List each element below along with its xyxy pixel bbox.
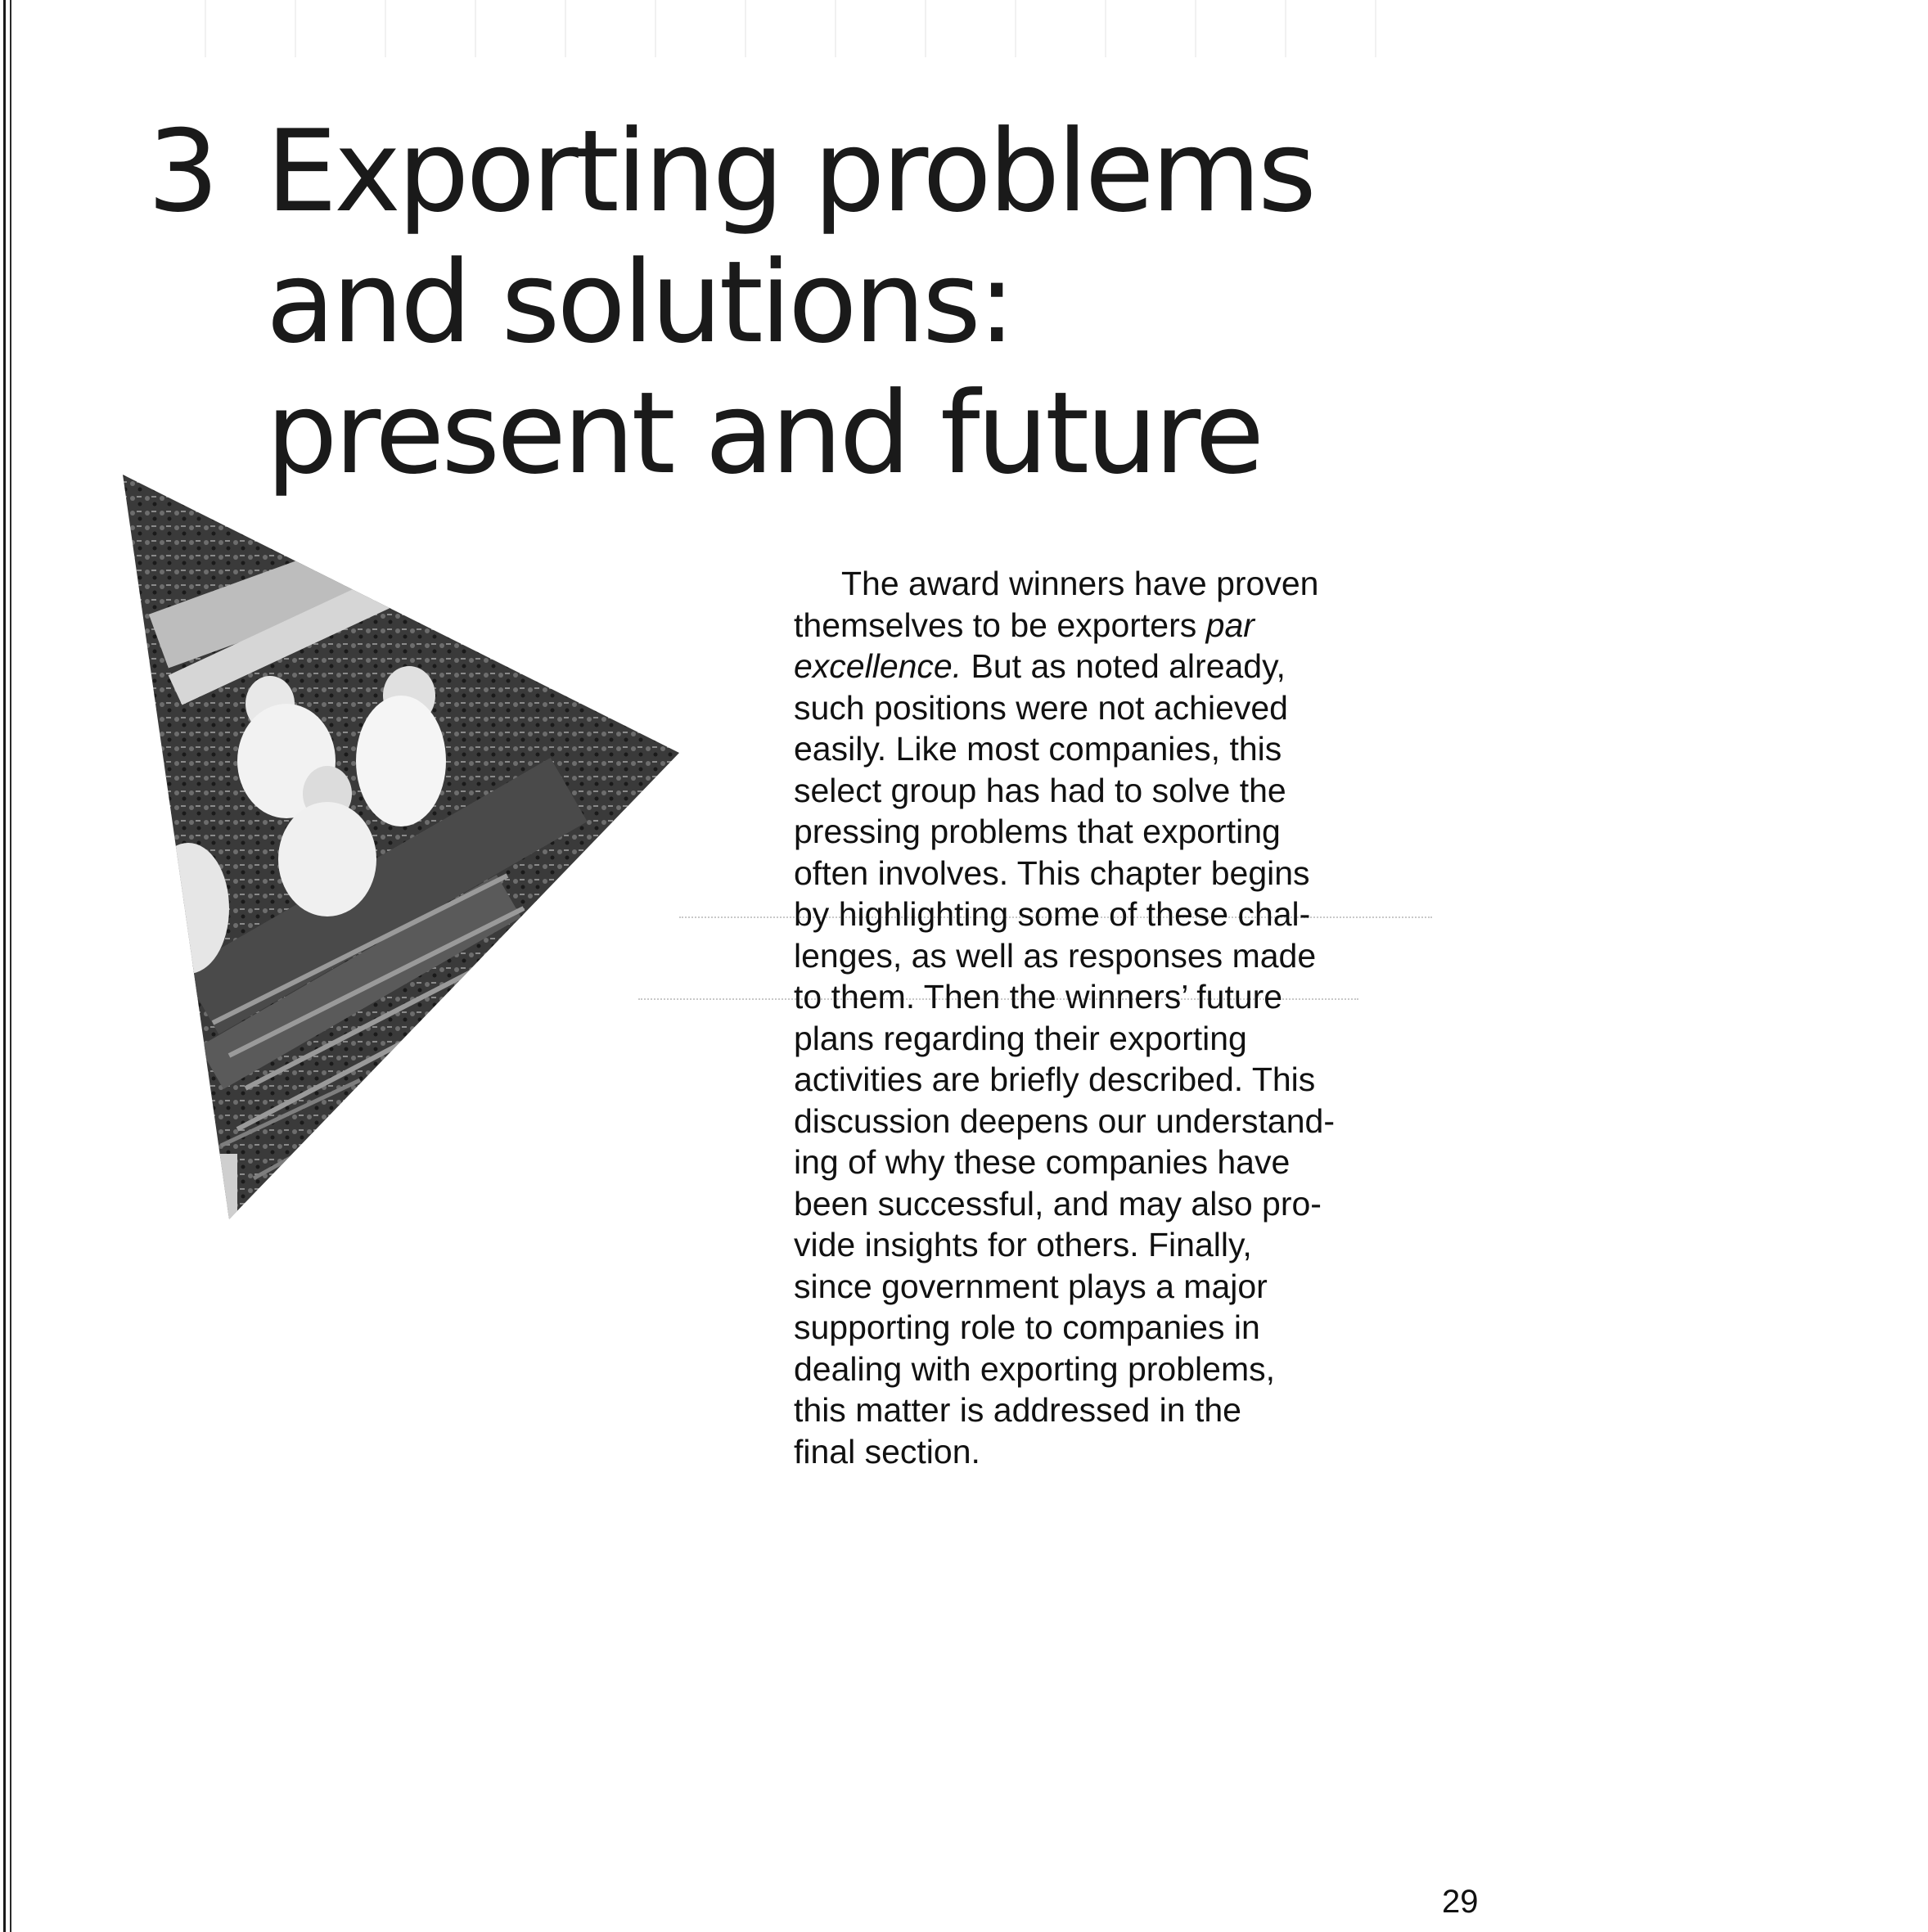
page-number: 29 [1442, 1884, 1479, 1920]
chapter-number: 3 [147, 106, 216, 237]
binding-edge [3, 0, 11, 1932]
body-line: vide insights for others. Finally, [794, 1226, 1252, 1263]
body-line: final section. [794, 1432, 980, 1470]
body-line: dealing with exporting problems, [794, 1349, 1275, 1388]
body-line-text: themselves to be exporters [794, 606, 1206, 644]
body-line: activities are briefly described. This [794, 1061, 1316, 1098]
body-line: ing of why these companies have [794, 1143, 1291, 1181]
body-line: been successful, and may also pro- [794, 1184, 1322, 1223]
body-line: easily. Like most companies, this [794, 730, 1282, 768]
body-line [794, 646, 1416, 687]
chapter-title [147, 106, 1313, 499]
body-line: pressing problems that exporting [794, 813, 1281, 850]
chapter-title-line-3: present and future [266, 367, 1262, 499]
body-line-text: But as noted already, [962, 647, 1286, 685]
chapter-intro-paragraph [794, 563, 1416, 1472]
italic-phrase: par [1205, 606, 1255, 644]
body-line: plans regarding their exporting [794, 1019, 1247, 1057]
italic-phrase: excellence. [794, 647, 962, 685]
chapter-title-text-1: Exporting problems [266, 106, 1313, 237]
body-line: to them. Then the winners’ future [794, 978, 1283, 1016]
body-line: this matter is addressed in the [794, 1391, 1241, 1429]
photo-content [115, 450, 687, 1227]
body-line: by highlighting some of these chal- [794, 895, 1311, 933]
body-line: discussion deepens our understand- [794, 1101, 1335, 1140]
body-line: supporting role to companies in [794, 1308, 1260, 1346]
scan-artifact-top [147, 0, 1424, 57]
chapter-title-line-2: and solutions: [266, 236, 1013, 368]
body-line: such positions were not achieved [794, 688, 1288, 727]
body-line [794, 605, 1416, 646]
chapter-title-line-1 [147, 106, 1313, 237]
triangle-photo [115, 450, 687, 1227]
body-line: since government plays a major [794, 1267, 1268, 1305]
body-line: lenges, as well as responses made [794, 936, 1317, 975]
body-line: The award winners have proven [841, 565, 1319, 602]
body-line: select group has had to solve the [794, 771, 1286, 809]
body-line: often involves. This chapter begins [794, 853, 1310, 892]
